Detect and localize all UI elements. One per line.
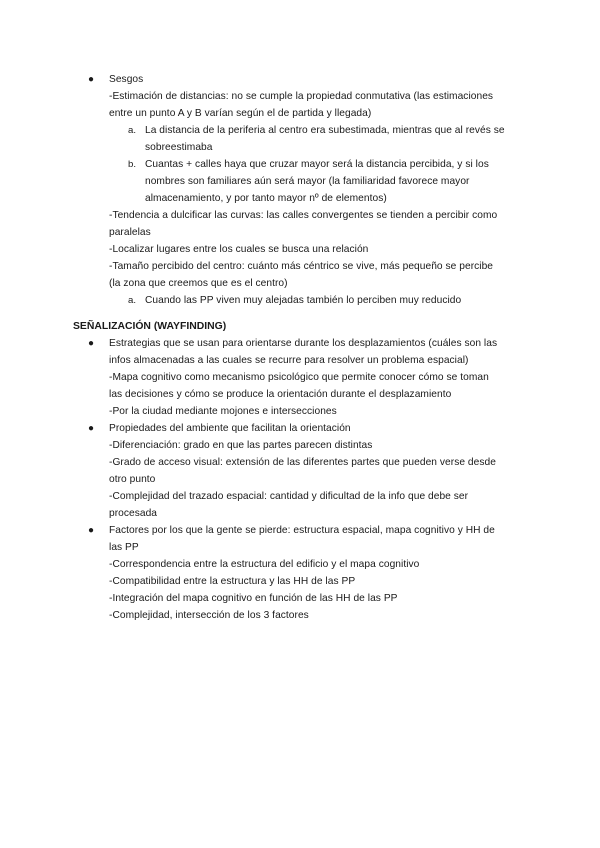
text-line: -Por la ciudad mediante mojones e intersecciones (109, 406, 337, 417)
text-line: otro punto (109, 474, 156, 485)
text-line: -Tamaño percibido del centro: cuánto más céntrico se vive, más pequeño se percibe (109, 261, 494, 272)
bullet-strategies: ● (88, 338, 95, 349)
bullet-sesgos: ● (88, 74, 95, 85)
text-line: Factores por los que la gente se pierde: estructura espacial, mapa cognitivo y HH de (109, 525, 495, 536)
list-marker-a: a. (128, 295, 137, 306)
text-line: Cuantas + calles haya que cruzar mayor será la distancia percibida, y si los (145, 159, 489, 170)
text-line: almacenamiento, y por tanto mayor nº de elementos) (145, 193, 387, 204)
section-heading: SEÑALIZACIÓN (WAYFINDING) (73, 321, 227, 332)
text-line: nombres son familiares aún será mayor (la familiaridad favorece mayor (145, 176, 470, 187)
text-line: -Complejidad del trazado espacial: cantidad y dificultad de la info que debe ser (109, 491, 469, 502)
sesgos-title: Sesgos (109, 74, 144, 85)
text-line: paralelas (109, 227, 151, 238)
text-line: -Integración del mapa cognitivo en función de las HH de las PP (109, 593, 398, 604)
text-line: procesada (109, 508, 158, 519)
text-line: -Grado de acceso visual: extensión de las diferentes partes que pueden verse desde (109, 457, 496, 468)
text-line: Estrategias que se usan para orientarse durante los desplazamientos (cuáles son las (109, 338, 498, 349)
text-line: infos almacenadas a las cuales se recurre para resolver un problema espacial) (109, 355, 469, 366)
text-line: las PP (109, 542, 139, 553)
text-line: -Diferenciación: grado en que las partes parecen distintas (109, 440, 373, 451)
text-line: -Complejidad, intersección de los 3 factores (109, 610, 309, 621)
text-line: -Tendencia a dulcificar las curvas: las calles convergentes se tienden a percibir como (109, 210, 498, 221)
text-line: -Correspondencia entre la estructura del edificio y el mapa cognitivo (109, 559, 420, 570)
text-line: Propiedades del ambiente que facilitan la orientación (109, 423, 351, 434)
bullet-properties: ● (88, 423, 95, 434)
list-marker-b: b. (128, 159, 137, 170)
bullet-factors: ● (88, 525, 95, 536)
text-line: las decisiones y cómo se produce la orientación durante el desplazamiento (109, 389, 452, 400)
list-marker-a: a. (128, 125, 137, 136)
text-line: (la zona que creemos que es el centro) (109, 278, 288, 289)
text-line: -Localizar lugares entre los cuales se busca una relación (109, 244, 369, 255)
text-line: sobreestimaba (145, 142, 213, 153)
text-line: -Mapa cognitivo como mecanismo psicológico que permite conocer cómo se toman (109, 372, 489, 383)
text-line: entre un punto A y B varían según el de partida y llegada) (109, 108, 372, 119)
text-line: Cuando las PP viven muy alejadas también lo perciben muy reducido (145, 295, 462, 306)
text-line: -Compatibilidad entre la estructura y las HH de las PP (109, 576, 356, 587)
text-line: La distancia de la periferia al centro era subestimada, mientras que al revés se (145, 125, 505, 136)
text-line: -Estimación de distancias: no se cumple la propiedad conmutativa (las estimaciones (109, 91, 494, 102)
